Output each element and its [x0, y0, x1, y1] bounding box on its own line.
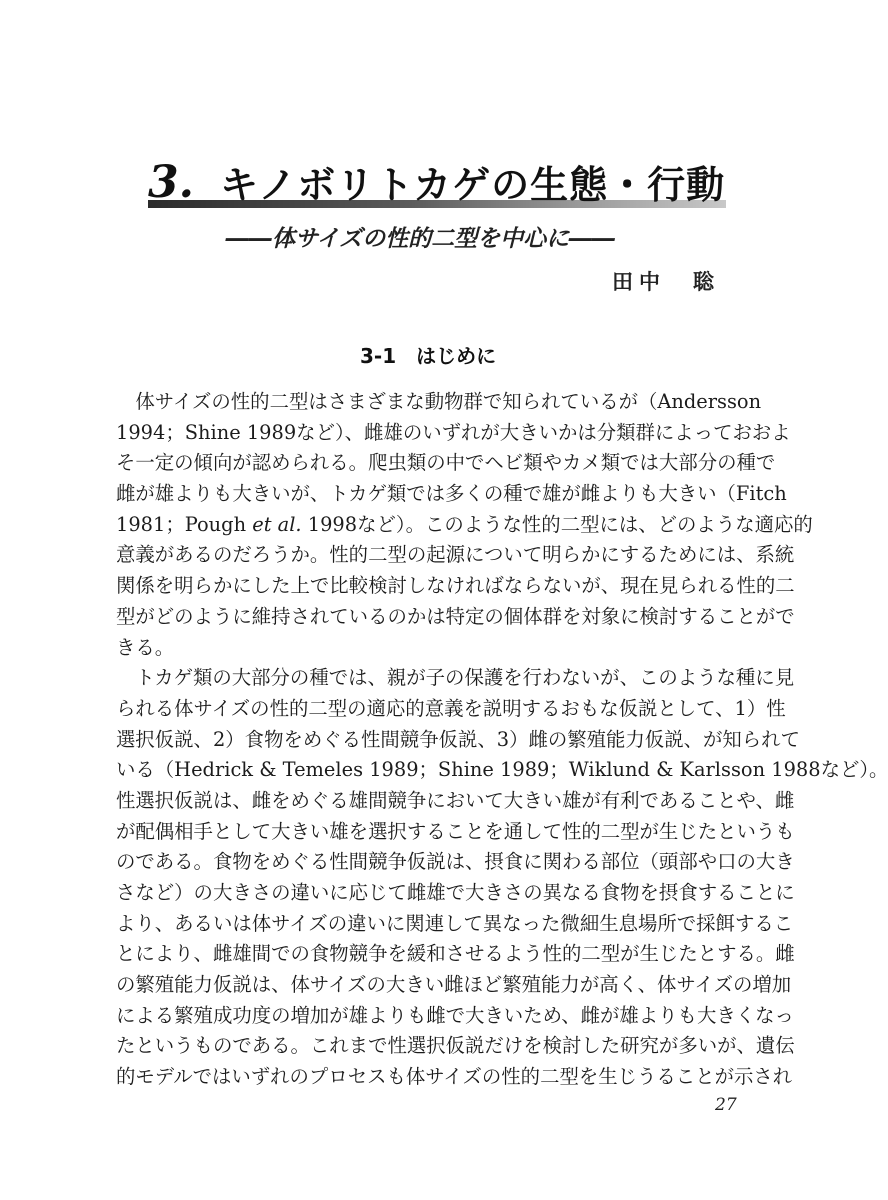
body-line: トカゲ類の大部分の種では、親が子の保護を行わないが、このような種に見 [116, 666, 795, 690]
body-line: より、あるいは体サイズの違いに関連して異なった微細生息場所で採餌するこ [116, 911, 794, 935]
body-line: 1981；Pough et al. 1998など）。このような性的二型には、どのような適応的 [116, 512, 813, 536]
body-line: そ一定の傾向が認められる。爬虫類の中でヘビ類やカメ類では大部分の種で [116, 451, 776, 475]
chapter-title-text: キノボリトカゲの生態・行動 [220, 163, 726, 207]
chapter-subtitle: ――体サイズの性的二型を中心に―― [226, 226, 616, 252]
chapter-number: 3. [148, 157, 194, 208]
body-line: られる体サイズの性的二型の適応的意義を説明するおもな仮説として、1）性 [116, 696, 786, 720]
body-line: きる。 [116, 635, 175, 659]
body-line: 1994；Shine 1989など）、雌雄のいずれが大きいかは分類群によっておおよ [116, 420, 791, 444]
author-name: 田中 聡 [612, 269, 720, 294]
body-text [116, 387, 888, 1093]
body-line: 型がどのように維持されているのかは特定の個体群を対象に検討することがで [116, 604, 795, 628]
body-line: さなど）の大きさの違いに応じて雌雄で大きさの異なる食物を摂食することに [116, 881, 795, 904]
body-line: 体サイズの性的二型はさまざまな動物群で知られているが（Andersson [116, 390, 762, 413]
chapter-title [148, 157, 728, 210]
body-line: が配偶相手として大きい雄を選択することを通して性的二型が生じたというも [116, 819, 795, 843]
section-heading [360, 342, 496, 370]
body-line: 雌が雄よりも大きいが、トカゲ類では多くの種で雄が雌よりも大きい（Fitch [116, 482, 787, 506]
page-number: 27 [715, 1095, 737, 1115]
body-line: たというものである。これまで性選択仮説だけを検討した研究が多いが、遺伝 [116, 1034, 795, 1058]
body-line: いる（Hedrick & Temeles 1989；Shine 1989；Wiklund & Karlsson 1988など）。 [116, 758, 888, 782]
italic-term: et al. [252, 512, 302, 536]
section-number: 3-1 [360, 344, 397, 368]
body-line: の繁殖能力仮説は、体サイズの大きい雌ほど繁殖能力が高く、体サイズの増加 [116, 973, 792, 997]
body-line: とにより、雌雄間での食物競争を緩和させるよう性的二型が生じたとする。雌 [116, 942, 795, 966]
body-line: 性選択仮説は、雌をめぐる雄間競争において大きい雄が有利であることや、雌 [116, 788, 795, 812]
section-title: はじめに [416, 344, 497, 368]
body-line: による繁殖成功度の増加が雄よりも雌で大きいため、雌が雄よりも大きくなっ [116, 1003, 794, 1027]
body-line: 的モデルではいずれのプロセスも体サイズの性的二型を生じうることが示され [116, 1065, 793, 1089]
body-line: 関係を明らかにした上で比較検討しなければならないが、現在見られる性的二 [116, 574, 795, 598]
body-line: のである。食物をめぐる性間競争仮説は、摂食に関わる部位（頭部や口の大き [116, 850, 795, 874]
body-line: 選択仮説、2）食物をめぐる性間競争仮説、3）雌の繁殖能力仮説、が知られて [116, 727, 800, 751]
body-line: 意義があるのだろうか。性的二型の起源について明らかにするためには、系統 [116, 543, 795, 567]
